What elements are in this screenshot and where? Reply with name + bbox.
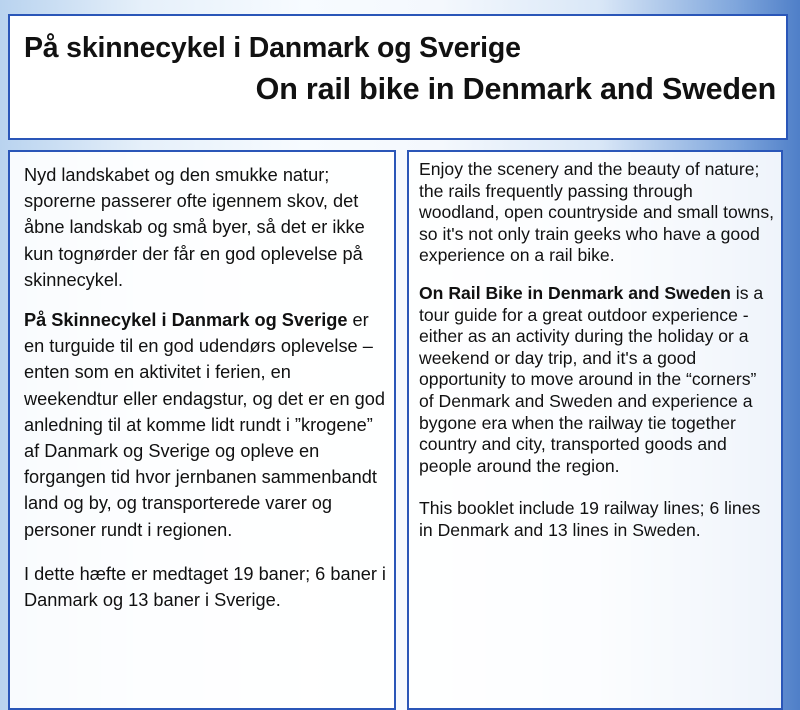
english-guide-paragraph [419,283,775,477]
english-guide-title: On Rail Bike in Denmark and Sweden [419,282,731,303]
english-intro-paragraph: Enjoy the scenery and the beauty of nature; the rails frequently passing through woodland, open countryside and small towns, so it's not only train geeks who have a good experience on a rail bike. [419,159,775,266]
danish-column [8,150,396,710]
english-column [407,150,783,710]
danish-intro-paragraph: Nyd landskabet og den smukke natur; sporerne passerer ofte igennem skov, det åbne landskab og små byer, så det er ikke kun tognørder der får en god oplevelse på skinnecykel. [24,165,365,290]
title-danish: På skinnecykel i Danmark og Sverige [24,32,521,64]
danish-guide-text: er en turguide til en god udendørs oplevelse – enten som en aktivitet i ferien, en weekendtur eller endagstur, og det er en god anledning til at komme lidt rundt i ”krogene” af Danmark og Sverige og opleve en forgangen tid hvor jernbanen sammenbandt land og by, og transporterede varer og personer rundt i regionen. [24,310,385,540]
english-lines-paragraph: This booklet include 19 railway lines; 6 lines in Denmark and 13 lines in Sweden. [419,498,761,540]
danish-lines-paragraph: I dette hæfte er medtaget 19 baner; 6 baner i Danmark og 13 baner i Sverige. [24,563,386,611]
danish-guide-title: På Skinnecykel i Danmark og Sverige [24,310,348,331]
title-box [8,14,788,140]
title-english: On rail bike in Denmark and Sweden [255,72,776,106]
danish-guide-paragraph [24,307,386,543]
english-guide-text: is a tour guide for a great outdoor experience - either as an activity during the holiday or a weekend or day trip, and it's a good opportunity to move around in the “corners” of Denmark and Sweden and experience a bygone era when the railway tie together country and city, transported goods and people around the region. [419,282,764,476]
